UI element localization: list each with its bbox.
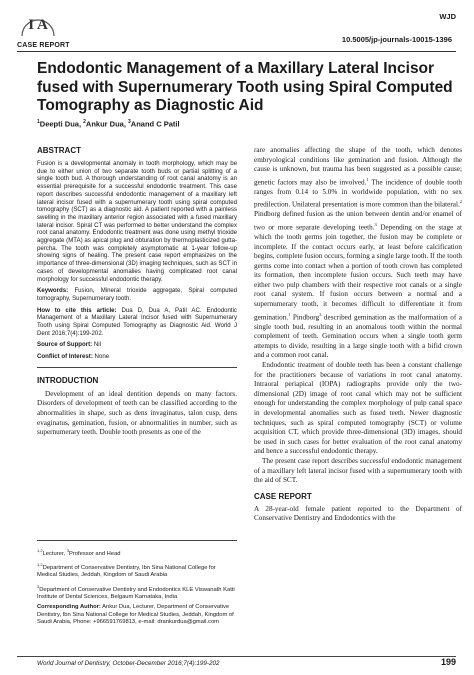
source-of-support [37,341,237,349]
author-sup: 2 [83,119,86,125]
keywords [37,287,237,302]
corresponding-author [37,604,237,626]
footnote-text: Professor and Head [68,550,121,557]
introduction-heading: INTRODUCTION [37,375,99,385]
footnote-sup: 3 [66,548,69,553]
footnote-text: Department of Conservative Dentistry and Endodontics KLE Viswanath Katti Institute of Dental Sciences, Belgaum Karnataka, India [37,586,235,600]
article-type-label: CASE REPORT [17,42,70,49]
author-list [37,119,180,129]
author-name: Ankur Dua, [85,119,128,129]
keywords-label: Keywords: [37,287,69,295]
conflict-label: Conflict of Interest: [37,353,93,361]
article-title: Endodontic Management of a Maxillary Lateral Incisor fused with Supernumerary Tooth using Spiral Computed Tomography as Diagnostic Aid [37,60,453,114]
citation [37,307,237,338]
body-text: described gemination as the malformation of a single tooth bud, resulting in an anomalous tooth within the normal complement of teeth. Gemination occurs when a single tooth germ attempts to divide, resulting in a large single tooth with a bifid crown and a common root canal. [254,313,462,360]
right-column [254,146,462,524]
abstract-text: Fusion is a developmental anomaly in tooth morphology, which may be due to either union of two separate tooth buds or partial splitting of a single tooth bud. A thorough understanding of root canal anatomy is an essential prerequisite for a successful endodontic treatment. This case report describes successful endodontic management of a maxillary left lateral incisor fused with a supernumerary tooth using spiral computed tomography (SCT) as a diagnostic aid. A patient reported with a painless swelling in the maxillary anterior region associated with a fused maxillary lateral incisor. Spiral CT was performed to better understand the complex root canal anatomy. Endodontic treatment was done using methyl trioxide aggregate (MTA) as apical plug and obturation by thermoplasticized gutta-percha. The tooth was completely asymptomatic at 1-year follow-up showing signs of healing. The present case report emphasizes on the importance of three-dimensional (3D) imaging techniques, such as SCT in cases of developmental anomalies having complicated root canal morphology for successful endodontic therapy. [37,160,237,283]
support-value: Nil [92,341,101,349]
body-paragraph: The present case report describes successful endodontic management of a maxillary left lateral incisor fused with a supernumerary tooth with the aid of SCT. [254,456,462,485]
footnote-roles [37,547,237,558]
footnote-sup: 3 [37,583,40,589]
footnotes [37,540,237,629]
conflict-of-interest [37,353,237,361]
footnote-sup: 1,2 [37,548,43,553]
case-report-heading: CASE REPORT [254,491,312,501]
footer-divider [17,656,456,657]
journal-logo [18,6,58,40]
reference-sup[interactable]: 2 [459,199,462,205]
author-name: Anand C Patil [130,119,180,129]
body-text: Pindborg [290,313,320,322]
body-text: Pindborg defined fusion as the union between dentin and/or enamel of two or more separate developing teeth. [254,210,462,232]
body-paragraph: Endodontic treatment of double teeth has been a constant challenge for the practitioners because of variations in root canal anatomy. Intraoral periapical (IOPA) radiographs provide only the two-dimensional (2D) image of root canal which may not be sufficient enough for understanding the complex morphology of pulp canal space in developmental anomalies such as fused teeth. Newer diagnostic techniques, such as spiral computed tomography (SCT) or volume acquisition CT, which provide three-dimensional (3D) images, should be used in such cases for better evaluation of the root canal anatomy and hence a successful endodontic therapy. [254,361,462,456]
left-column [37,138,237,438]
corresponding-label: Corresponding Author: [37,604,101,611]
reference-sup[interactable]: 3 [319,311,322,317]
keywords-text: Fusion, Mineral trioxide aggregate, Spiral computed tomography, Supernumerary tooth. [37,287,237,302]
footnote-affiliation-2 [37,583,237,602]
citation-label: How to cite this article: [37,306,117,314]
author-sup: 1 [37,119,40,125]
body-paragraph [254,146,462,361]
header-divider [17,51,456,52]
corresponding-text: Ankur Dua, Lecturer, Department of Conservative Dentistry, Ibn Sina National College for Medical Studies, Jeddah, Kingdom of Saudi Arabia, Phone: +966591769813, e-mail: drankurdua@gmail.com [37,604,234,625]
support-label: Source of Support: [37,341,93,349]
journal-abbreviation: WJD [439,12,456,21]
footnote-text: Department of Conservative Dentistry, Ibn Sina National College for Medical Studies, Jeddah, Kingdom of Saudi Arabia [37,565,216,579]
footnote-text: Lecturer, [42,550,67,557]
author-name: Deepti Dua, [39,119,84,129]
doi-link[interactable]: 10.5005/jp-journals-10015-1396 [341,35,452,44]
author-sup: 3 [128,119,131,125]
body-text: Depending on the stage at which the tooth germs join together, the fusion may be complete or incomplete. If the contact occurs early, at least before calcification begins, complete fusion occurs, forming a single large tooth. If the tooth germs come into contact when a portion of tooth crown has completed its formation, then incomplete fusion occurs. Such teeth may have either two pulp chambers with their respective root canals or a single root canal system. If fusion occurs between a normal and a supernumerary tooth, it becomes difficult to differentiate it from gemination. [254,223,462,322]
logo-letters: I A [28,17,48,33]
introduction-text: Development of an ideal dentition depends on many factors. Disorders of development of teeth can be classified according to the abnormalities in shape, such as dens invaginatus, talon cusp, dens evaginatus, gemination, fusion, or abnormalities in number, such as supernumerary teeth. Double tooth presents as one of the [37,389,237,437]
reference-sup[interactable]: 3 [374,221,377,227]
citation-text: Dua D, Dua A, Patil AC. Endodontic Management of a Maxillary Lateral Incisor fused with Supernumerary Tooth using Spiral Computed Tomography as Diagnostic Aid. World J Dent 2016;7(4):199-202. [37,306,237,337]
reference-sup[interactable]: 1 [288,311,291,317]
conflict-value: None [92,353,110,361]
body-text: rare anomalies affecting the shape of the tooth, which denotes embryological conditions like gemination and fusion. Although the cause is unknown, but trauma has been suggested as a possible cause; genetic factors may also be involved. [254,146,462,187]
footnote-affiliation-1 [37,561,237,580]
body-paragraph: A 28-year-old female patient reported to the Department of Conservative Dentistry and Endodontics with the [254,504,462,523]
abstract-heading: ABSTRACT [37,146,81,155]
page-number: 199 [440,657,456,667]
footer-journal-info: World Journal of Dentistry, October-December 2016;7(4):199-202 [37,660,220,667]
reference-sup[interactable]: 1 [366,176,369,182]
abstract-divider [37,367,237,368]
footnote-sup: 1,2 [37,562,43,568]
body-text: The incidence of double tooth ranges from 0.14 to 5.0% in worldwide population, with no sex predilection. Unilateral presentation is more common than the bilateral. [254,178,462,209]
footnote-divider [37,540,237,541]
